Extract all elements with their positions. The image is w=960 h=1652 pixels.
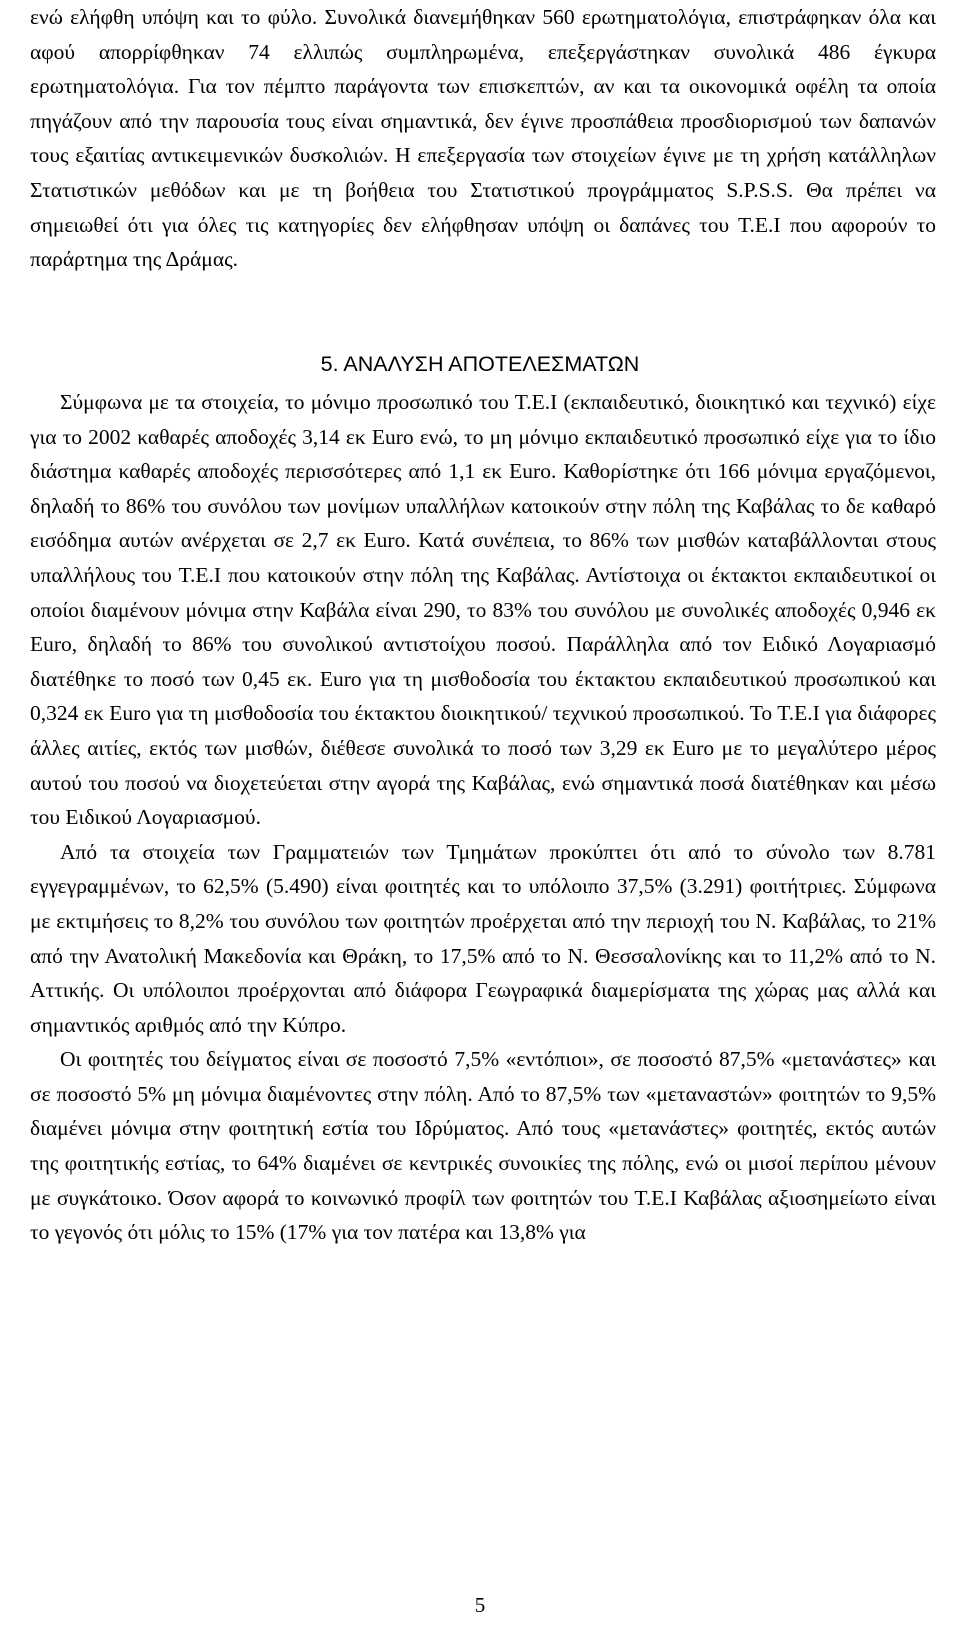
opening-text-block (30, 0, 936, 277)
page-number: 5 (474, 1593, 486, 1617)
opening-paragraph: ενώ ελήφθη υπόψη και το φύλο. Συνολικά διανεμήθηκαν 560 ερωτηματολόγια, επιστράφηκαν όλα και αφού απορρίφθηκαν 74 ελλιπώς συμπληρωμένα, επεξεργάστηκαν συνολικά 486 έγκυρα ερωτηματολόγια. Για τον πέμπτο παράγοντα των επισκεπτών, αν και τα οικονομικά οφέλη τα οποία πηγάζουν από την παρουσία τους είναι σημαντικά, δεν έγινε προσπάθεια προσδιορισμού των δαπανών τους εξαιτίας αντικειμενικών δυσκολιών. Η επεξεργασία των στοιχείων έγινε με τη χρήση κατάλληλων Στατιστικών μεθόδων και με τη βοήθεια του Στατιστικού προγράμματος S.P.S.S. Θα πρέπει να σημειωθεί ότι για όλες τις κατηγορίες δεν ελήφθησαν υπόψη οι δαπάνες του Τ.Ε.Ι που αφορούν το παράρτημα της Δράμας. (30, 5, 936, 272)
body-paragraph: Σύμφωνα με τα στοιχεία, το μόνιμο προσωπικό του Τ.Ε.Ι (εκπαιδευτικό, διοικητικό και τεχνικό) είχε για το 2002 καθαρές αποδοχές 3,14 εκ Euro ενώ, το μη μόνιμο εκπαιδευτικό προσωπικό είχε για το ίδιο διάστημα καθαρές αποδοχές περισσότερες από 1,1 εκ Euro. Καθορίστηκε ότι 166 μόνιμα εργαζόμενοι, δηλαδή το 86% του συνόλου των μονίμων υπαλλήλων κατοικούν στην πόλη της Καβάλας το δε καθαρό εισόδημα αυτών ανέρχεται σε 2,7 εκ Euro. Κατά συνέπεια, το 86% των μισθών καταβάλλονται στους υπαλλήλους του Τ.Ε.Ι που κατοικούν στην πόλη της Καβάλας. Αντίστοιχα οι έκτακτοι εκπαιδευτικοί οι οποίοι διαμένουν μόνιμα στην Καβάλα είναι 290, το 83% του συνόλου με συνολικές αποδοχές 0,946 εκ Euro, δηλαδή το 86% του συνολικού αντιστοίχου ποσού. Παράλληλα από τον Ειδικό Λογαριασμό διατέθηκε το ποσό των 0,45 εκ. Euro για τη μισθοδοσία του έκτακτου εκπαιδευτικού προσωπικού και 0,324 εκ Euro για τη μισθοδοσία του έκτακτου διοικητικού/ τεχνικού προσωπικού. Το Τ.Ε.Ι για διάφορες άλλες αιτίες, εκτός των μισθών, διέθεσε συνολικά το ποσό των 3,29 εκ Euro με το μεγαλύτερο μέρος αυτού του ποσού να διοχετεύεται στην αγορά της Καβάλας, ενώ σημαντικά ποσά διατέθηκαν και μέσω του Ειδικού Λογαριασμού. (30, 390, 936, 830)
body-paragraph: Οι φοιτητές του δείγματος είναι σε ποσοστό 7,5% «εντόπιοι», σε ποσοστό 87,5% «μετανάστες» και σε ποσοστό 5% μη μόνιμα διαμένοντες στην πόλη. Από το 87,5% των «μεταναστών» φοιτητών το 9,5% διαμένει μόνιμα στην φοιτητική εστία του Ιδρύματος. Από τους «μετανάστες» φοιτητές, εκτός αυτών της φοιτητικής εστίας, το 64% διαμένει σε κεντρικές συνοικίες της πόλης, ενώ οι μισοί περίπου μένουν με συγκάτοικο. Όσον αφορά το κοινωνικό προφίλ των φοιτητών του Τ.Ε.Ι Καβάλας αξιοσημείωτο είναι το γεγονός ότι μόλις το 15% (17% για τον πατέρα και 13,8% για (30, 1047, 936, 1245)
section-body (30, 385, 936, 1250)
body-paragraph: Από τα στοιχεία των Γραμματειών των Τμημάτων προκύπτει ότι από το σύνολο των 8.781 εγγεγραμμένων, το 62,5% (5.490) είναι φοιτητές και το υπόλοιπο 37,5% (3.291) φοιτήτριες. Σύμφωνα με εκτιμήσεις το 8,2% του συνόλου των φοιτητών προέρχεται από την περιοχή του Ν. Καβάλας, το 21% από την Ανατολική Μακεδονία και Θράκη, το 17,5% από το Ν. Θεσσαλονίκης και το 11,2% από το Ν. Αττικής. Οι υπόλοιποι προέρχονται από διάφορα Γεωγραφικά διαμερίσματα της χώρας μας αλλά και σημαντικός αριθμός από την Κύπρο. (30, 839, 936, 1037)
section-heading: 5. ΑΝΑΛΥΣΗ ΑΠΟΤΕΛΕΣΜΑΤΩΝ (320, 352, 640, 376)
